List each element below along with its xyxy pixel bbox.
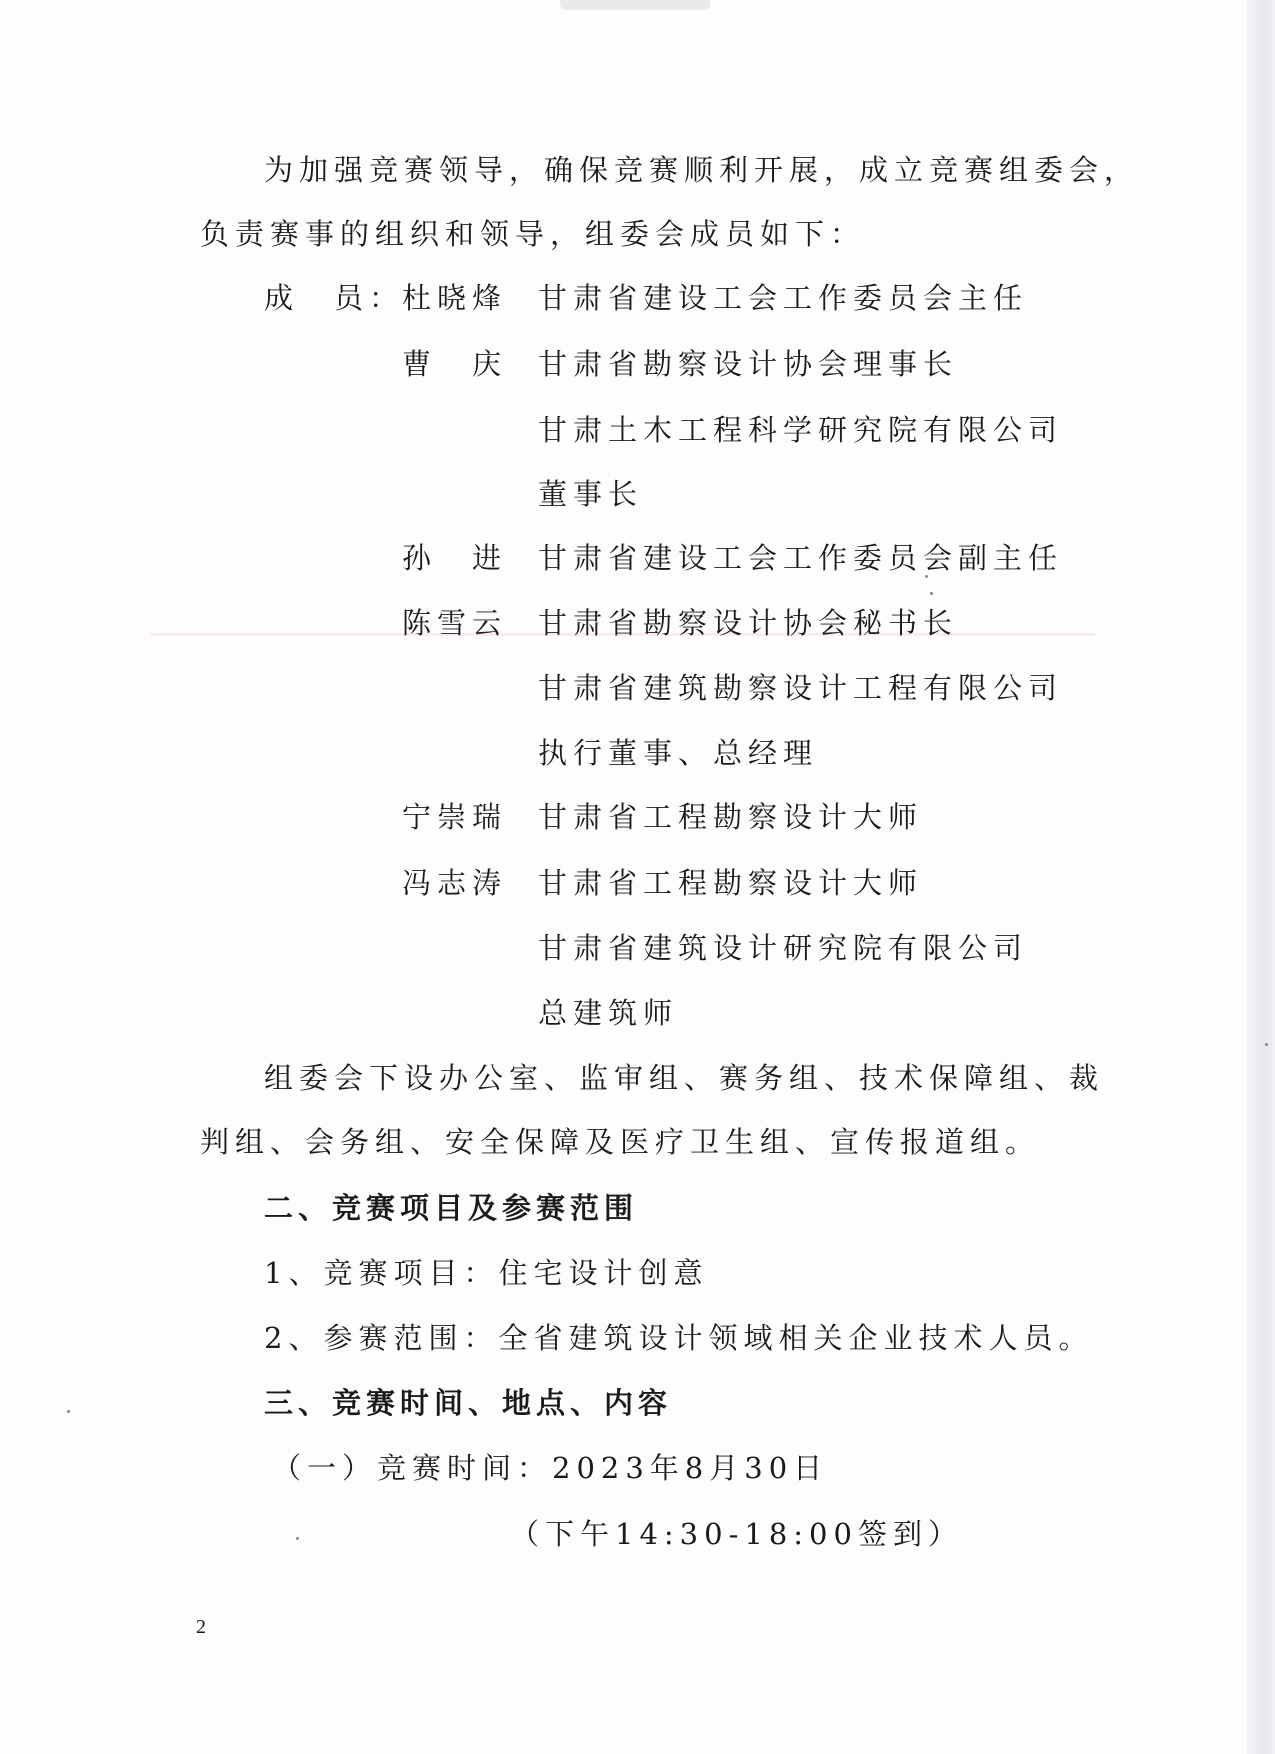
member-title: 执行董事、总经理 — [538, 736, 819, 770]
section-item: 1、竞赛项目：住宅设计创意 — [264, 1256, 709, 1290]
subcommittee-line-1: 组委会下设办公室、监审组、赛务组、技术保障组、裁 — [264, 1061, 1105, 1095]
members-label: 成 员： — [264, 281, 405, 315]
member-title: 甘肃省建设工会工作委员会主任 — [538, 281, 1029, 315]
member-title: 总建筑师 — [538, 996, 679, 1030]
member-title: 甘肃省工程勘察设计大师 — [538, 800, 924, 834]
member-name: 杜晓烽 — [402, 281, 508, 315]
scan-edge — [1247, 0, 1275, 1754]
scan-speck — [67, 1410, 70, 1413]
scan-speck — [930, 592, 933, 595]
scan-smudge — [560, 0, 710, 10]
member-name: 曹 庆 — [402, 347, 508, 381]
scan-speck — [1265, 1043, 1268, 1046]
member-title: 甘肃土木工程科学研究院有限公司 — [538, 413, 1064, 447]
member-title: 甘肃省勘察设计协会理事长 — [538, 347, 959, 381]
member-name: 宁崇瑞 — [402, 800, 508, 834]
member-title: 甘肃省勘察设计协会秘书长 — [538, 606, 959, 640]
page-number: 2 — [196, 1616, 206, 1638]
section-heading: 二、竞赛项目及参赛范围 — [264, 1191, 639, 1225]
section-item: （一）竞赛时间：2023年8月30日 — [272, 1451, 829, 1485]
member-title: 董事长 — [538, 477, 644, 511]
intro-line-2: 负责赛事的组织和领导，组委会成员如下： — [200, 217, 866, 251]
section-heading: 三、竞赛时间、地点、内容 — [264, 1386, 673, 1420]
member-title: 甘肃省建筑勘察设计工程有限公司 — [538, 671, 1064, 705]
member-name: 冯志涛 — [402, 866, 508, 900]
member-name: 陈雪云 — [402, 606, 508, 640]
member-title: 甘肃省建筑设计研究院有限公司 — [538, 931, 1029, 965]
section-item: 2、参赛范围：全省建筑设计领域相关企业技术人员。 — [264, 1321, 1094, 1355]
section-item: （下午14:30-18:00签到） — [510, 1517, 963, 1551]
subcommittee-line-2: 判组、会务组、安全保障及医疗卫生组、宣传报道组。 — [200, 1125, 1041, 1159]
scan-speck — [925, 575, 928, 578]
scan-speck — [296, 1537, 299, 1540]
member-title: 甘肃省建设工会工作委员会副主任 — [538, 541, 1064, 575]
intro-line-1: 为加强竞赛领导，确保竞赛顺利开展，成立竞赛组委会， — [264, 153, 1140, 187]
member-name: 孙 进 — [402, 541, 508, 575]
member-title: 甘肃省工程勘察设计大师 — [538, 866, 924, 900]
